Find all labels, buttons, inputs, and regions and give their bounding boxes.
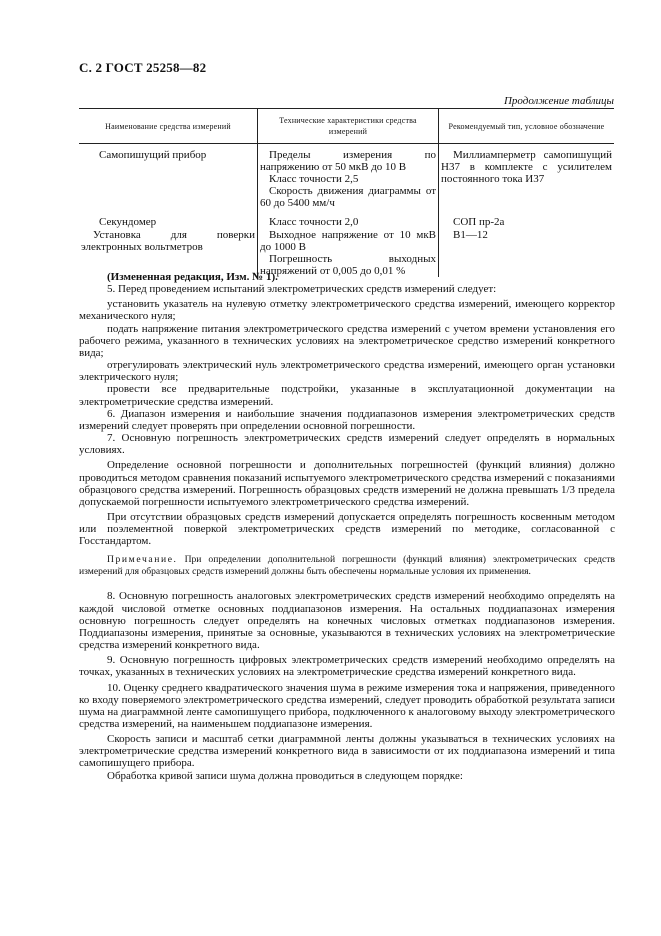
paragraph-5-step: подать напряжение питания электрометрического средства измерений с учетом времени установления его рабочего режима, указанного в технических условиях на электрометрическое средство измерений конкретного вида; bbox=[79, 322, 615, 359]
paragraph-9: 9. Основную погрешность цифровых электрометрических средств измерений необходимо определять на точках, указанных в технических условиях на электрометрические средства измерений конкретного вида. bbox=[79, 654, 615, 679]
table-cell-specs: Класс точности 2,0 bbox=[258, 209, 439, 228]
paragraph-7-alt-method: При отсутствии образцовых средств измерений допускается определять погрешность косвенным методом или поэлементной поверкой электрометрических средств измерений по методике, согласованной с Госстандартом. bbox=[79, 510, 615, 548]
table-row bbox=[79, 144, 614, 210]
paragraph-5-step: установить указатель на нулевую отметку электрометрического средства измерений, имеющего корректор механического нуля; bbox=[79, 298, 615, 323]
note-label: Примечание. bbox=[107, 554, 178, 566]
paragraph-10-procedure: Обработка кривой записи шума должна проводиться в следующем порядке: bbox=[107, 769, 463, 782]
paragraph-5-step: отрегулировать электрический нуль электрометрического средства измерений, имеющего орган установки электрического нуля; bbox=[79, 359, 615, 384]
instruments-table bbox=[79, 108, 614, 277]
paragraph-7-detail: Определение основной погрешности и дополнительных погрешностей (функций влияния) должно проводиться методом сравнения показаний испытуемого электрометрического средства измерений с показаниями образцового средства измерений. Погрешность образцовых средств измерений не должна превышать 1/3 предела допускаемой погрешности испытуемого электрометрического средства измерений. bbox=[79, 459, 615, 508]
note bbox=[79, 554, 615, 578]
table-cell-name: Самопишущий прибор bbox=[99, 149, 207, 161]
table-header-row bbox=[79, 109, 614, 144]
column-header-specs: Технические характеристики средства измерений bbox=[258, 109, 439, 144]
table-row bbox=[79, 209, 614, 228]
edition-note: (Измененная редакция, Изм. № 1). bbox=[107, 271, 278, 283]
paragraph-10-recording: Скорость записи и масштаб сетки диаграммной ленты должны указываться в технических условиях на электрометрические средства измерений конкретного вида в зависимости от их поддиапазона измерений и типа самопишущего прибора. bbox=[79, 733, 615, 770]
paragraph-8: 8. Основную погрешность аналоговых электрометрических средств измерений необходимо определять на каждой числовой отметке основных поддиапазонов измерения. На остальных поддиапазонах измерения основную погрешность следует определять на конечных числовых отметках поддиапазонов измерения. Поддиапазоны измерения, принятые за основные, указываются в технических условиях на электрометрические средства измерений конкретного вида. bbox=[79, 590, 615, 652]
table-cell-type: СОП пр-2а bbox=[439, 209, 615, 228]
table-cell-name: Установка для поверки электронных вольтметров bbox=[81, 229, 255, 253]
document-body bbox=[79, 271, 615, 782]
paragraph-7: 7. Основную погрешность электрометрических средств измерений следует определять в нормальных условиях. bbox=[79, 432, 615, 457]
table-cell-specs: Пределы измерения по напряжению от 50 мкВ до 10 В Класс точности 2,5 Скорость движения диаграммы от 60 до 5400 мм/ч bbox=[258, 144, 439, 210]
note-text: При определении дополнительной погрешности (функций влияния) электрометрических средств измерений для образцовых средств измерений должны быть обеспечены нормальные условия их применения. bbox=[79, 554, 615, 578]
table-cell-specs: Выходное напряжение от 10 мкВ до 1000 В Погрешность выходных напряжений от 0,005 до 0,01 % bbox=[258, 228, 439, 277]
column-header-name: Наименование средства измерений bbox=[79, 109, 258, 144]
page-header: С. 2 ГОСТ 25258—82 bbox=[79, 60, 207, 75]
column-header-type: Рекомендуемый тип, условное обозначение bbox=[439, 109, 615, 144]
table-cell-type: В1—12 bbox=[439, 228, 615, 277]
paragraph-5: 5. Перед проведением испытаний электрометрических средств измерений следует: bbox=[107, 283, 497, 296]
table-cell-name: Секундомер bbox=[99, 216, 157, 228]
paragraph-10: 10. Оценку среднего квадратического значения шума в режиме измерения тока и напряжения, приведенного ко входу поверяемого электрометрического средства измерений, следует проводить обработкой результата записи шума на диаграммной ленте самопишущего прибора, подключенного к аналоговому выходу электрометрического средства измерений, на наименьшем поддиапазоне измерения. bbox=[79, 681, 615, 730]
paragraph-5-step: провести все предварительные подстройки, указанные в эксплуатационной документации на электрометрические средства измерений. bbox=[79, 383, 615, 408]
paragraph-6: 6. Диапазон измерения и наибольшие значения поддиапазонов измерения электрометрических средств измерений следует проверять при определении основной погрешности. bbox=[79, 407, 615, 432]
table-row bbox=[79, 228, 614, 277]
table-cell-type: Миллиамперметр самопишущий Н37 в комплекте с усилителем постоянного тока И37 bbox=[439, 144, 615, 210]
table-continuation-label: Продолжение таблицы bbox=[503, 95, 614, 107]
